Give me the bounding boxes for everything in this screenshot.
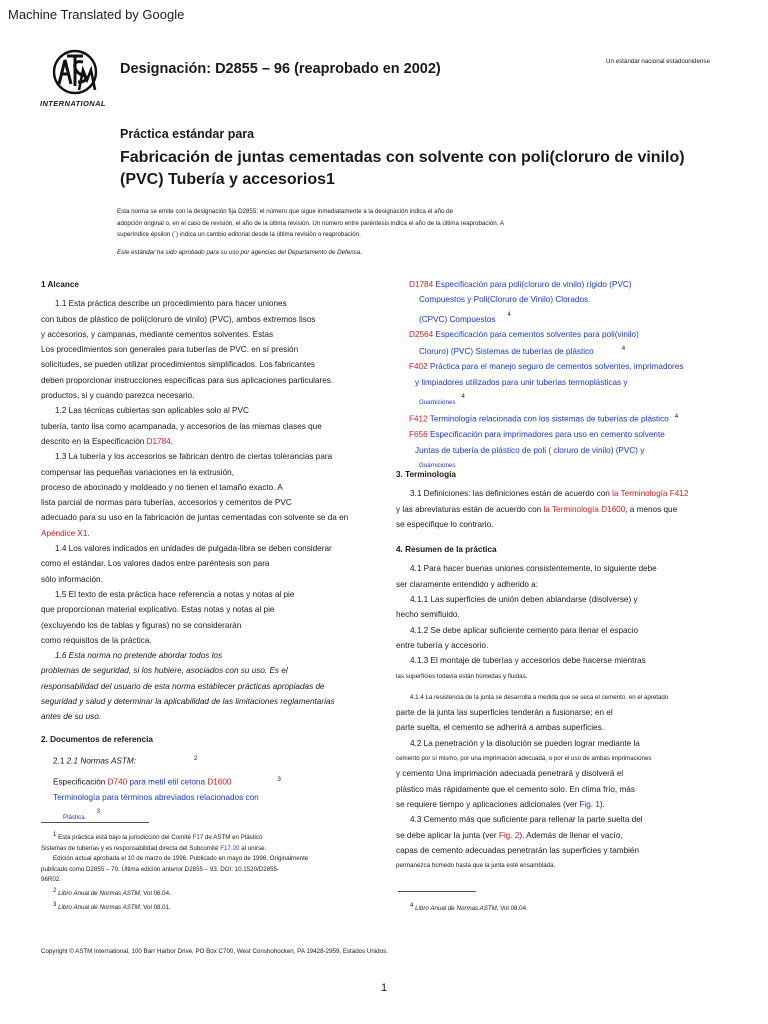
paragraph-line (396, 502, 741, 517)
paragraph-line: 1.4 Los valores indicados en unidades de pulgada-libra se deben considerar (55, 544, 332, 554)
text-run: Especificación para imprimadores para uso en cemento solvente (427, 430, 665, 440)
reference-f656 (409, 427, 739, 442)
text-run: (CPVC) Compuestos (419, 314, 496, 324)
footnote-marker: 1 (53, 832, 57, 838)
astm-standards-line (41, 752, 376, 769)
paragraph-line: y cemento Una imprimación adecuada penetrará y disolverá el (396, 769, 624, 779)
text-run: se requiere tiempo y aplicaciones adicionales (ver (396, 799, 580, 809)
notice-line: adopción original o, en el caso de revisión, el año de la última revisión. Un número entre paréntesis indica el año de la última reaprobación. A (117, 219, 504, 227)
d1784-link[interactable]: D1784 (146, 436, 171, 446)
text-run: Juntas de tubería de plástico de poli ( cloruro de vinilo) (PVC) y (415, 445, 645, 455)
paragraph-line: descrito en la Especificación D1784. (41, 436, 174, 446)
text-run: Libro Anual de Normas ASTM (58, 903, 140, 911)
footnote-marker: 4 (507, 311, 511, 318)
text-run: , Vol 08.04. (496, 905, 528, 913)
paragraph-line: capas de cemento adecuadas penetrarán las superficies y también (396, 845, 640, 855)
paragraph-line: deben proporcionar instrucciones específicas para sus aplicaciones particulares. (41, 375, 334, 385)
paragraph-line: antes de su uso. (41, 712, 102, 722)
paragraph-line: 4.3 Cemento más que suficiente para rellenar la parte suelta del (410, 815, 643, 825)
reference-f402 (409, 359, 739, 374)
paragraph-line: 4.2 La penetración y la disolución se pueden lograr mediante la (410, 738, 640, 748)
paragraph-line: sólo información. (41, 574, 103, 584)
right-footnote (410, 903, 528, 912)
notice-line: superíndice épsilon (´) indica un cambio editorial desde la última revisión o reaprobación. (117, 231, 361, 238)
paragraph-line: parte suelta, el cemento se adherirá a ambas superficies. (396, 723, 604, 733)
d2564-link[interactable]: D2564 (409, 329, 434, 339)
reference-d740 (41, 773, 376, 790)
paragraph-line: permanezca húmedo hasta que la junta esté ensamblada. (396, 862, 556, 870)
f17-link[interactable]: F17 (192, 834, 204, 842)
paragraph-line: y accesorios, y campanas, mediante cementos solventes. Estas (41, 329, 274, 339)
text-run: Especificación para poli(cloruro de vinilo) rígido (PVC) (433, 280, 632, 289)
text-run: 3.1 Definiciones: las definiciones están de acuerdo con (410, 489, 613, 499)
text-run: Compuestos y Poli(Cloruro de Vinilo) Clorados (419, 295, 589, 305)
section-1-heading: 1 Alcance (41, 280, 79, 289)
paragraph-line: seguridad y salud y determinar la aplicabilidad de las limitaciones reglamentarias (41, 697, 335, 707)
text-run: ). (599, 799, 605, 809)
paragraph-line: hecho semifluido. (396, 610, 460, 620)
paragraph-line (396, 797, 741, 812)
text-run: Especificación para cementos solventes para poli(vinilo) (433, 329, 639, 339)
text-run: y las abreviaturas están de acuerdo con (396, 504, 544, 514)
footnote-marker: 4 (621, 346, 626, 353)
copyright: Copyright © ASTM International, 100 Barr Harbor Drive, PO Box C700, West Conshohocken, PA 19428-2959, Estados Unidos. (41, 948, 388, 955)
footnote-marker: 3 (53, 901, 57, 908)
text-run: Guarniciones (419, 462, 456, 469)
paragraph-line: se especifique lo contrario. (396, 519, 494, 529)
text-run: para metil etil cetona (127, 777, 208, 787)
paragraph-line: proceso de abocinado y moldeado y no tienen el tamaño exacto. A (41, 482, 283, 492)
paragraph-line: 4.1.3 El montaje de tuberías y accesorios debe hacerse mientras (410, 656, 646, 666)
text-run: Guarniciones (419, 399, 456, 407)
paragraph-line: parte de la junta las superficies tenderán a fusionarse; en el (396, 708, 613, 718)
title-line-2: (PVC) Tubería y accesorios1 (120, 171, 335, 188)
paragraph-line: adecuado para su uso en la fabricación de juntas cementadas con solvente se da en (41, 513, 349, 523)
page-number: 1 (381, 982, 388, 994)
reference-term (41, 790, 376, 805)
reference-d1784 (409, 277, 739, 292)
paragraph-line: 1.2 Las técnicas cubiertas son aplicables solo al PVC (55, 406, 249, 416)
text-run: , a menos que (625, 504, 678, 514)
issuance-notice (117, 206, 504, 241)
paragraph-line: 4.1.2 Se debe aplicar suficiente cemento para llenar el espacio (410, 625, 639, 635)
text-run: publicado como D2855 – 70. Última edición anterior D2855 – 93. DOI: 10.1520/D2855- (41, 865, 280, 873)
section-2-heading: 2. Documentos de referencia (41, 734, 153, 744)
astm-logo (38, 46, 112, 110)
paragraph-line: 4.1 Para hacer buenas uniones consistentemente, lo siguiente debe (410, 564, 657, 574)
text-run: de ASTM en Plástico (203, 834, 263, 842)
text-run: Plástica (63, 814, 85, 822)
footnote-marker: 4 (461, 394, 465, 401)
paragraph-line: solicitudes, se pueden utilizar procedimientos simplificados. Los fabricantes (41, 360, 315, 370)
text-run: 2.1 Normas ASTM: (66, 756, 136, 766)
paragraph-line: ser claramente entendido y adherido a: (396, 579, 539, 589)
paragraph-line: 4.1.4 La resistencia de la junta se desarrolla a medida que se seca el cemento. en el apretado (410, 693, 669, 701)
f1720-link[interactable]: F17.20 (220, 844, 240, 852)
text-run: Edición actual aprobada el 10 de marzo de 1996. Publicado en mayo de 1996. Originalmente (53, 855, 309, 863)
text-run: Terminología relacionada con los sistemas de tuberías de plástico (427, 415, 669, 425)
text-run: Cloruro) (PVC) Sistemas de tuberías de plástico (419, 347, 594, 357)
text-run: ). Además de llenar el vacío, (519, 830, 623, 840)
text-run: Práctica para el manejo seguro de cementos solventes, imprimadores (427, 362, 684, 372)
page-title (120, 147, 685, 191)
notice-line: Esta norma se emite con la designación fija D2855; el número que sigue inmediatamente a la designación indica el año de (117, 208, 454, 215)
text-run: Libro Anual de Normas ASTM (58, 890, 140, 898)
f656-link[interactable]: F656 (409, 430, 428, 440)
text-run: 96R02. (41, 876, 61, 884)
right-references (409, 277, 739, 473)
paragraph-line: como requisitos de la práctica. (41, 635, 152, 645)
text-run: se debe aplicar la junta (ver (396, 830, 499, 840)
d1600-link[interactable]: D1600 (207, 777, 232, 787)
text-run: Especificación (53, 777, 108, 787)
paragraph-line: tubería, tanto lisa como acampanada, y accesorios de las mismas clases que (41, 421, 322, 431)
paragraph-line: 1.6 Esta norma no pretende abordar todos los (55, 651, 223, 661)
terminology-f412-link[interactable]: la Terminología F412 (612, 489, 689, 499)
section-3-heading: 3. Terminología (396, 470, 456, 479)
footnote-marker: 4 (674, 414, 679, 421)
left-footnotes (41, 830, 308, 913)
footnote-marker: 2 (193, 755, 198, 762)
paragraph-line: Apéndice X1. (41, 528, 90, 538)
paragraph-line: plástico más rápidamente que el cemento solo. En clima frío, más (396, 784, 635, 794)
designation: Designación: D2855 – 96 (reaprobado en 2002) (120, 61, 441, 77)
d1784-ref-link[interactable]: D1784 (409, 280, 434, 289)
text-run: Libro Anual de Normas ASTM (415, 905, 497, 913)
appendix-x1-link[interactable]: Apéndice X1 (41, 528, 88, 538)
fig-2-link[interactable]: Fig. 2 (498, 830, 520, 840)
paragraph-line: (excluyendo los de tablas y figuras) no se considerarán (41, 620, 242, 630)
text-run: 2.1 (53, 756, 67, 766)
paragraph-line: Los procedimientos son generales para tuberías de PVC. en sí presión (41, 345, 299, 355)
paragraph-line: 1.3 La tubería y los accesorios se fabrican dentro de ciertas tolerancias para (55, 452, 333, 462)
left-column (41, 277, 376, 826)
text-run: Sistemas de tuberías y es responsabilidad directa del Subcomité (41, 844, 221, 852)
footnote-marker: 2 (53, 888, 57, 895)
paragraph-line: con tubos de plástico de poli(cloruro de vinilo) (PVC), ambos extremos lisos (41, 314, 316, 324)
footnote-marker: 3 (96, 809, 101, 816)
reference-f412 (409, 410, 739, 427)
paragraph-line: las superficies todavía están húmedas y fluidas. (396, 672, 528, 680)
national-standard-note: Un estándar nacional estadounidense (606, 58, 710, 65)
paragraph-line: entre tubería y accesorio. (396, 640, 489, 650)
terminology-d1600-link[interactable]: la Terminología D1600 (543, 504, 626, 514)
paragraph-line: 1.1 Esta práctica describe un procedimiento para hacer uniones (55, 299, 287, 309)
text-run: y limpiadores utilizados para unir tuberías termoplásticas y (415, 377, 628, 387)
footnote-marker: 4 (410, 903, 414, 909)
dod-approval: Este estándar ha sido aprobado para su uso por agencias del Departamento de Defensa. (117, 249, 362, 256)
paragraph-line: problemas de seguridad, si los hubiere, asociados con su uso. Es el (41, 666, 288, 676)
text-run: Esta práctica está bajo la jurisdicción del Comité (58, 834, 193, 842)
footnote-marker: 3 (277, 776, 281, 783)
footnote-divider (41, 822, 149, 823)
practice-label: Práctica estándar para (120, 127, 255, 141)
paragraph-line: 1.5 El texto de esta práctica hace referencia a notas y notas al pie (55, 589, 295, 599)
paragraph-line: compensar las pequeñas variaciones en la extrusión, (41, 467, 234, 477)
paragraph-line (396, 828, 741, 843)
paragraph-line: que proporcionan material explicativo. Estas notas y notas al pie (41, 605, 275, 615)
f402-link[interactable]: F402 (409, 362, 428, 372)
footnote-divider (398, 891, 476, 892)
logo-caption: INTERNATIONAL (40, 99, 106, 108)
paragraph-line: productos, si y cuando parezca necesario. (41, 391, 195, 401)
text-run: al unirse. (239, 844, 267, 852)
text-run: , Vol 08.01. (139, 903, 171, 911)
paragraph-line (396, 486, 741, 501)
title-line-1: Fabricación de juntas cementadas con solvente con poli(cloruro de vinilo) (120, 149, 685, 166)
paragraph-line: 4.1.1 Las superficies de unión deben ablandarse (disolverse) y (410, 595, 638, 605)
fig-1-link[interactable]: Fig. 1 (579, 799, 600, 809)
paragraph-line: responsabilidad del usuario de esta norma establecer prácticas apropiadas de (41, 681, 325, 691)
machine-translated-banner: Machine Translated by Google (8, 7, 185, 22)
f412-link[interactable]: F412 (409, 415, 428, 425)
paragraph-line: cemento por sí mismo, por una imprimación adecuada, o por el uso de ambas imprimaciones (396, 755, 652, 763)
paragraph-line: como el estándar. Los valores dados entre paréntesis son para (41, 559, 270, 569)
text-run: Terminología para términos abreviados relacionados con (53, 792, 259, 802)
reference-d2564 (409, 327, 739, 342)
text-run: descrito en la Especificación (41, 436, 147, 446)
d740-link[interactable]: D740 (107, 777, 128, 787)
section-4-heading: 4. Resumen de la práctica (396, 545, 497, 555)
right-sections (396, 467, 741, 873)
text-run: , Vol 06.04. (139, 890, 171, 898)
paragraph-line: lista parcial de normas para tuberías, accesorios y cementos de PVC (41, 498, 292, 508)
